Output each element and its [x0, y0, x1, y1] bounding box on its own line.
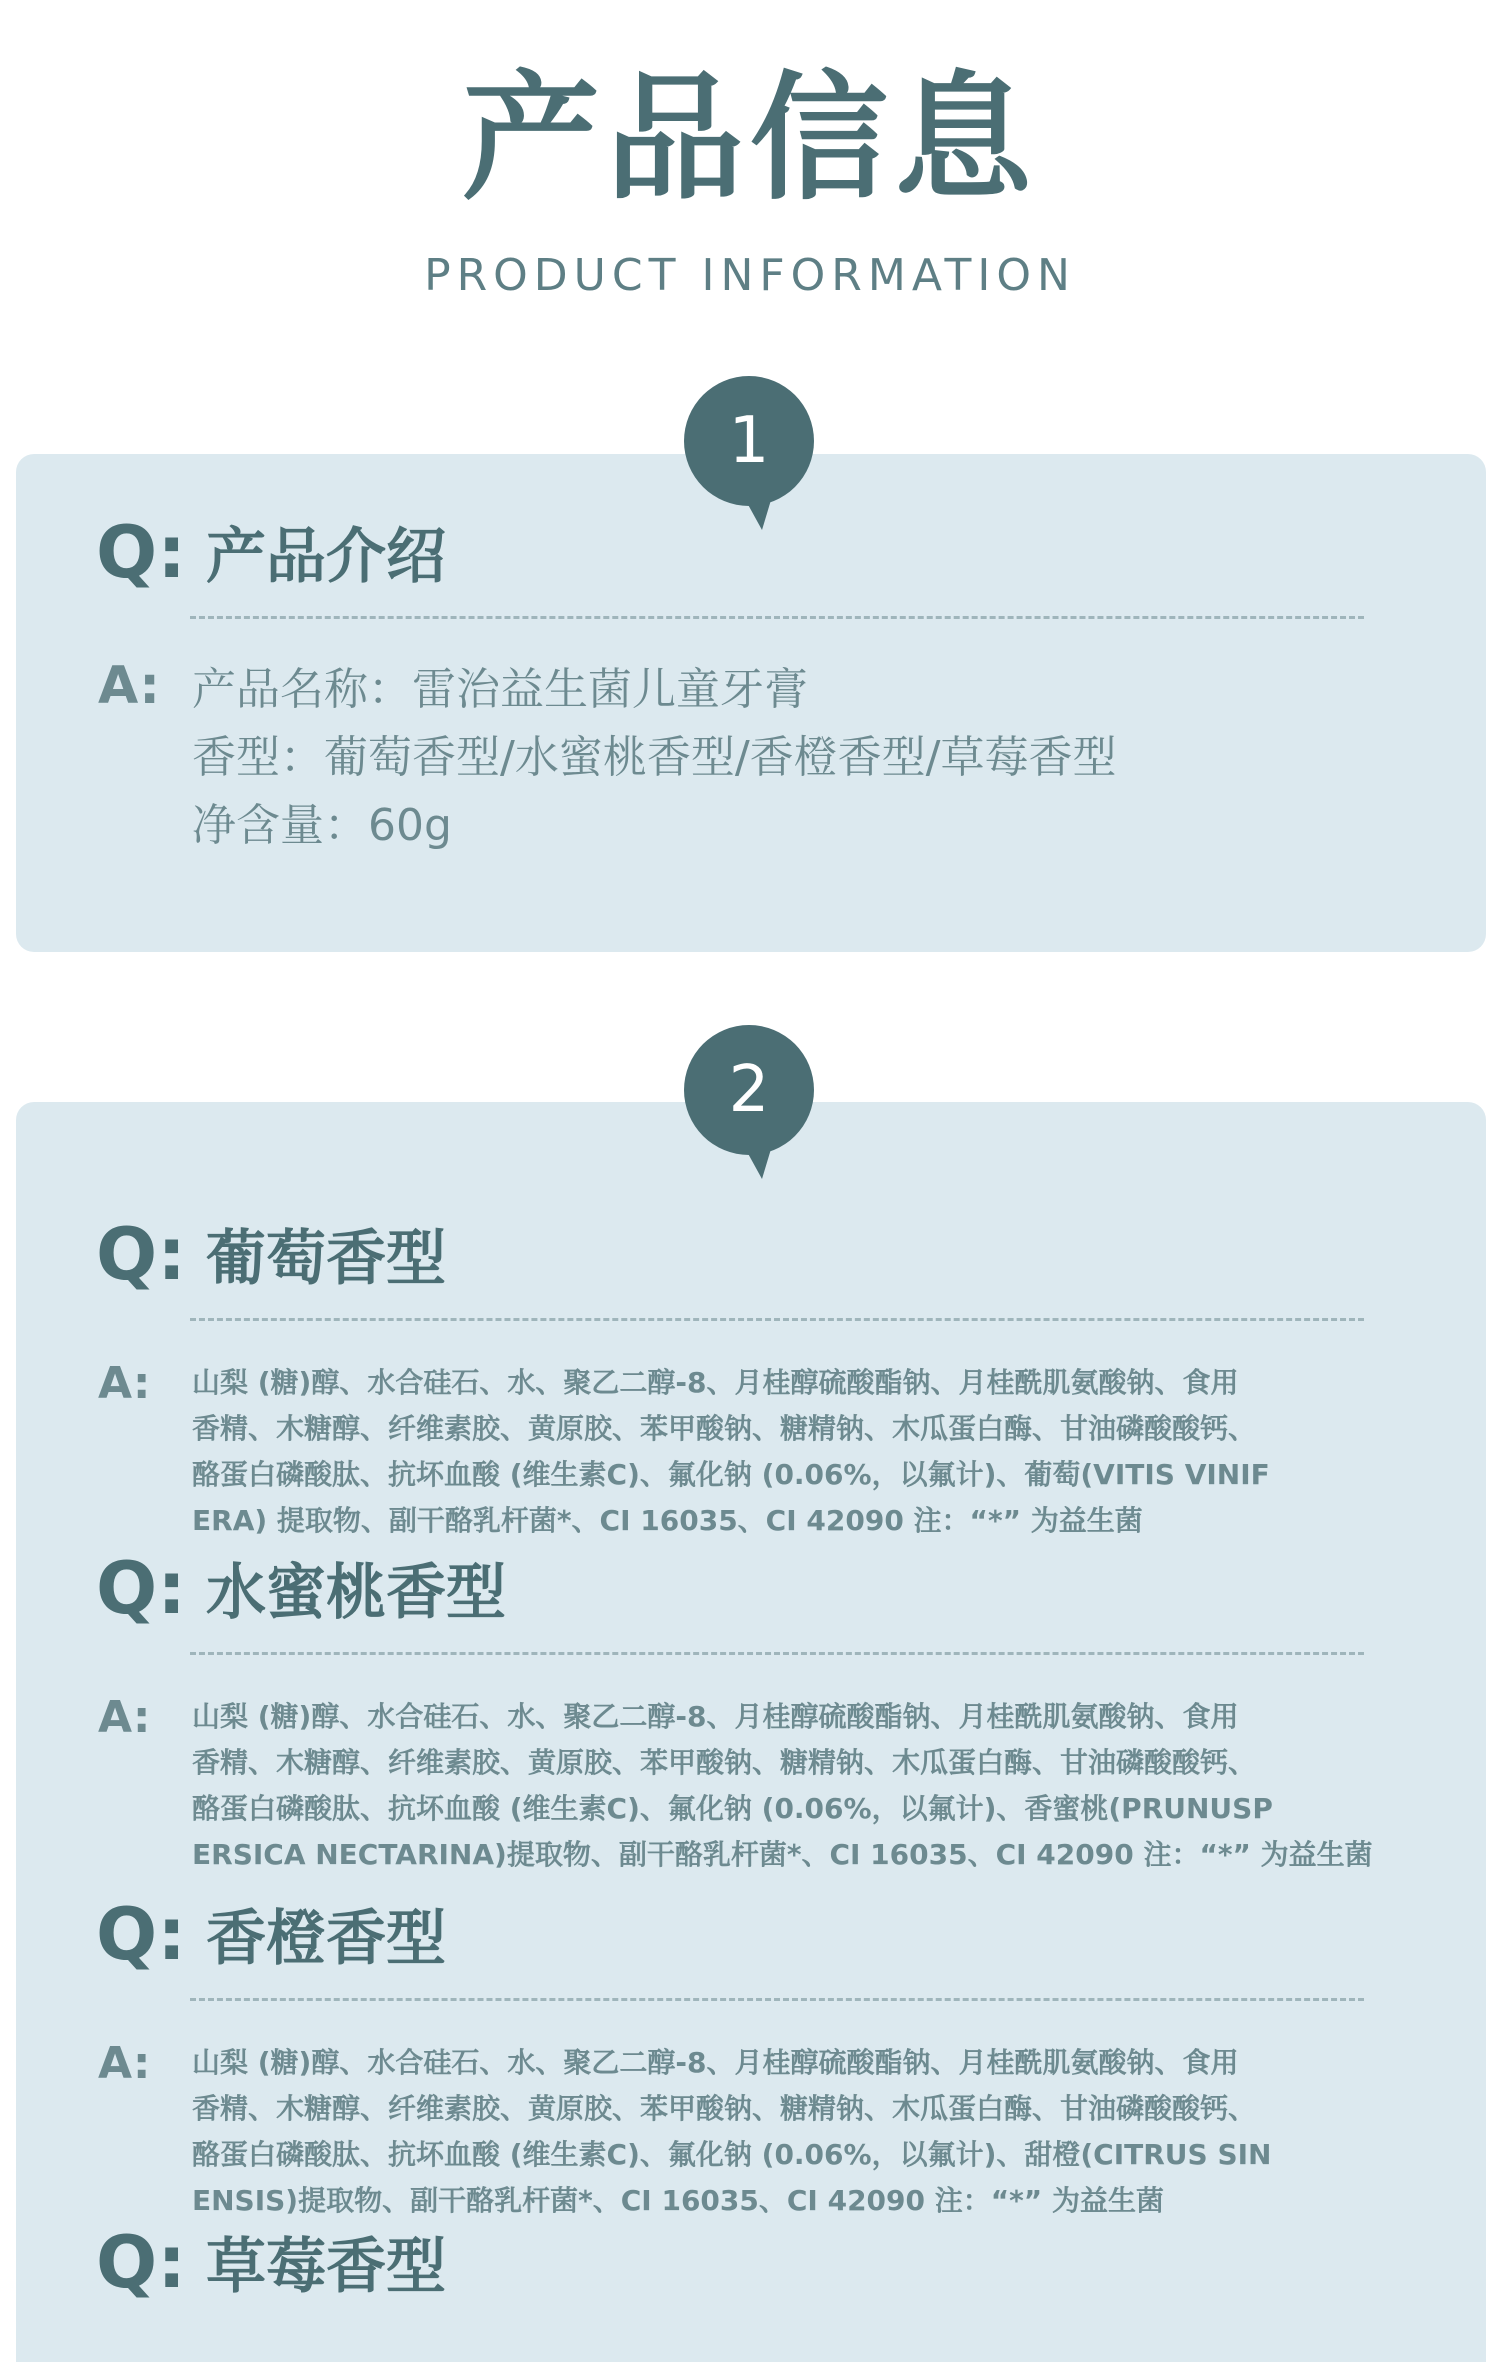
question-orange-flavor: [96, 1892, 446, 1976]
ingredient-line: 酪蛋白磷酸肽、抗坏血酸 (维生素C)、氟化钠 (0.06%，以氟计)、葡萄(VITIS VINIF: [192, 1458, 1270, 1491]
a-mark: A:: [98, 1358, 151, 1409]
section-number-badge: 2: [684, 1025, 814, 1155]
question-text: 香橙香型: [206, 1904, 446, 1974]
page-title: 产品信息: [461, 58, 1038, 219]
answer-grape-ingredients: [192, 1360, 1452, 1544]
ingredient-line: 山梨 (糖)醇、水合硅石、水、聚乙二醇-8、月桂醇硫酸酯钠、月桂酰肌氨酸钠、食用: [192, 2046, 1239, 2079]
ingredient-line: ENSIS)提取物、副干酪乳杆菌*、CI 16035、CI 42090 注：“*” 为益生菌: [192, 2184, 1164, 2217]
a-mark: A:: [98, 1692, 151, 1743]
dashed-divider: [190, 1652, 1364, 1655]
q-mark: Q:: [96, 2220, 186, 2304]
q-mark: Q:: [96, 1892, 186, 1976]
ingredient-line: 酪蛋白磷酸肽、抗坏血酸 (维生素C)、氟化钠 (0.06%，以氟计)、香蜜桃(PRUNUSP: [192, 1792, 1273, 1825]
q-mark: Q:: [96, 510, 186, 594]
answer-line: 香型：葡萄香型/水蜜桃香型/香橙香型/草莓香型: [192, 732, 1117, 783]
ingredient-line: 香精、木糖醇、纤维素胶、黄原胶、苯甲酸钠、糖精钠、木瓜蛋白酶、甘油磷酸酸钙、: [192, 1746, 1257, 1779]
question-product-intro: [96, 510, 446, 594]
ingredient-line: ERSICA NECTARINA)提取物、副干酪乳杆菌*、CI 16035、CI 42090 注：“*” 为益生菌: [192, 1838, 1373, 1871]
a-mark: A:: [98, 2038, 151, 2089]
dashed-divider: [190, 1318, 1364, 1321]
a-mark: A:: [98, 656, 161, 716]
ingredient-line: 山梨 (糖)醇、水合硅石、水、聚乙二醇-8、月桂醇硫酸酯钠、月桂酰肌氨酸钠、食用: [192, 1366, 1239, 1399]
answer-orange-ingredients: [192, 2040, 1452, 2224]
ingredient-line: 香精、木糖醇、纤维素胶、黄原胶、苯甲酸钠、糖精钠、木瓜蛋白酶、甘油磷酸酸钙、: [192, 2092, 1257, 2125]
question-strawberry-flavor: [96, 2220, 446, 2304]
dashed-divider: [190, 1998, 1364, 2001]
question-text: 葡萄香型: [206, 1224, 446, 1294]
answer-peach-ingredients: [192, 1694, 1452, 1878]
answer-product-intro: [192, 656, 1372, 860]
question-grape-flavor: [96, 1212, 446, 1296]
answer-line: 净含量：60g: [192, 800, 452, 851]
answer-line: 产品名称：雷治益生菌儿童牙膏: [192, 664, 808, 715]
ingredient-line: 山梨 (糖)醇、水合硅石、水、聚乙二醇-8、月桂醇硫酸酯钠、月桂酰肌氨酸钠、食用: [192, 1700, 1239, 1733]
q-mark: Q:: [96, 1546, 186, 1630]
q-mark: Q:: [96, 1212, 186, 1296]
ingredient-line: 香精、木糖醇、纤维素胶、黄原胶、苯甲酸钠、糖精钠、木瓜蛋白酶、甘油磷酸酸钙、: [192, 1412, 1257, 1445]
question-peach-flavor: [96, 1546, 506, 1630]
question-text: 草莓香型: [206, 2232, 446, 2302]
ingredient-line: ERA) 提取物、副干酪乳杆菌*、CI 16035、CI 42090 注：“*” 为益生菌: [192, 1504, 1143, 1537]
page-subtitle: PRODUCT INFORMATION: [424, 250, 1076, 301]
question-text: 水蜜桃香型: [206, 1558, 506, 1628]
section-number-badge: 1: [684, 376, 814, 506]
ingredient-line: 酪蛋白磷酸肽、抗坏血酸 (维生素C)、氟化钠 (0.06%，以氟计)、甜橙(CITRUS SIN: [192, 2138, 1272, 2171]
question-text: 产品介绍: [206, 522, 446, 592]
dashed-divider: [190, 616, 1364, 619]
